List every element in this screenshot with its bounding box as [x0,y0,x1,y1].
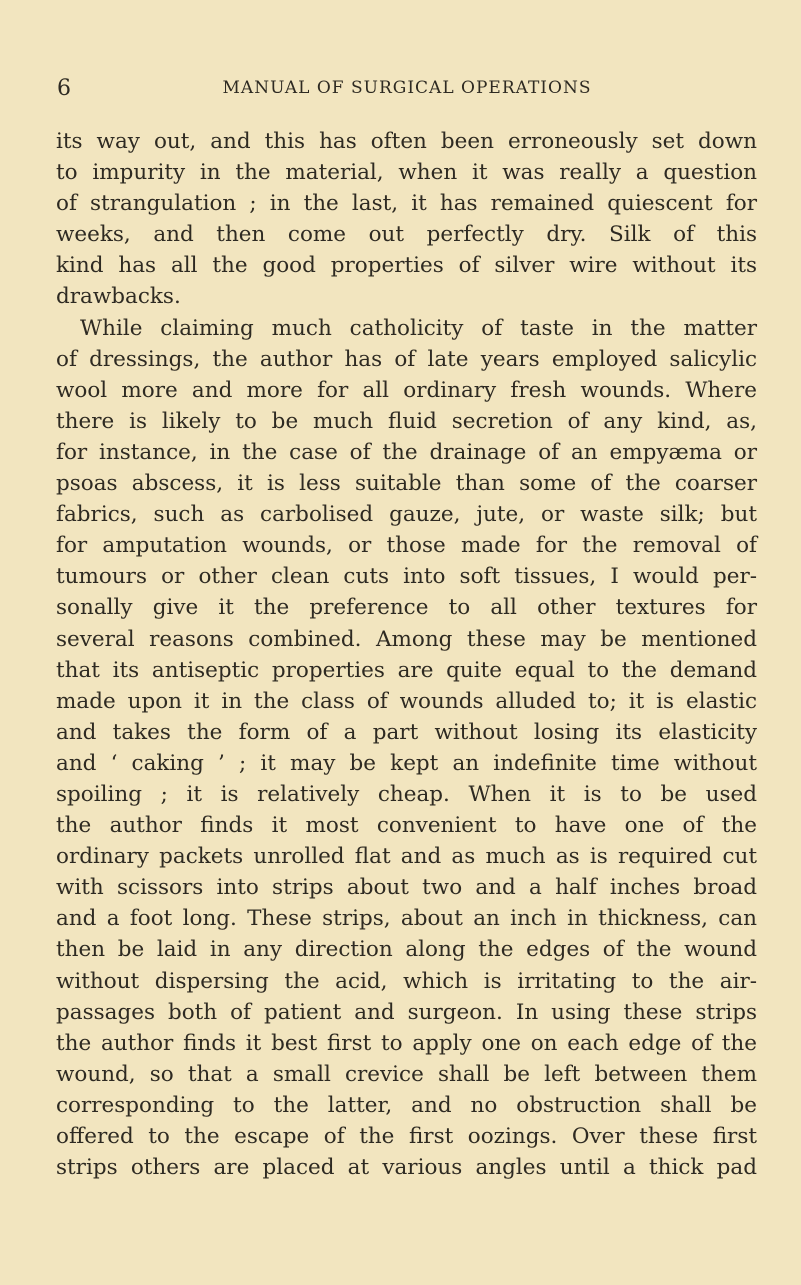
text-line: there is likely to be much fluid secretion of any kind, as, [56,408,757,434]
text-line: kind has all the good properties of silver wire without its [56,253,757,279]
text-line: While claiming much catholicity of taste in the matter [80,315,757,341]
running-title: MANUAL OF SURGICAL OPERATIONS [222,78,592,98]
text-line: several reasons combined. Among these may be mentioned [56,626,757,652]
text-line: its way out, and this has often been erroneously set down [56,129,757,154]
text-line: corresponding to the latter, and no obstruction shall be [56,1092,757,1118]
text-line: that its antiseptic properties are quite equal to the demand [56,657,757,683]
text-line: to impurity in the material, when it was really a question [56,160,757,186]
text-line: for amputation wounds, or those made for the removal of [56,533,757,559]
text-line: passages both of patient and surgeon. In using these strips [56,999,757,1025]
text-line: the author finds it most convenient to have one of the [56,813,757,839]
text-line: psoas abscess, it is less suitable than some of the coarser [56,471,757,497]
text-line: then be laid in any direction along the edges of the wound [56,937,757,963]
text-line: weeks, and then come out perfectly dry. Silk of this [56,222,757,248]
text-line: offered to the escape of the first oozings. Over these first [56,1124,757,1149]
text-line: made upon it in the class of wounds alluded to; it is elastic [56,688,757,714]
text-line: and takes the form of a part without losing its elasticity [56,719,757,745]
text-line: spoiling ; it is relatively cheap. When it is to be used [56,781,757,807]
text-line: ordinary packets unrolled flat and as much as is required cut [56,844,757,870]
text-line: tumours or other clean cuts into soft tissues, I would per- [56,564,757,590]
page-header [57,76,757,106]
text-line: strips others are placed at various angles until a thick pad [56,1155,757,1181]
text-line: sonally give it the preference to all other textures for [56,595,757,621]
text-line: and a foot long. These strips, about an inch in thickness, can [56,906,757,932]
text-line: fabrics, such as carbolised gauze, jute, or waste silk; but [56,502,757,528]
text-line: for instance, in the case of the drainage of an empyæma or [56,439,757,465]
text-line: of dressings, the author has of late years employed salicylic [56,346,757,372]
text-line: wool more and more for all ordinary fresh wounds. Where [56,377,757,403]
text-line: of strangulation ; in the last, it has remained quiescent for [56,191,757,217]
text-line: without dispersing the acid, which is irritating to the air- [56,968,757,994]
body-text [56,126,757,1183]
text-line: drawbacks. [56,284,181,310]
text-line: and ‘ caking ’ ; it may be kept an indefinite time without [56,750,757,776]
text-line: the author finds it best first to apply one on each edge of the [56,1030,757,1056]
text-line: with scissors into strips about two and a half inches broad [56,875,757,901]
page-number: 6 [57,76,71,101]
text-line: wound, so that a small crevice shall be left between them [56,1061,757,1087]
